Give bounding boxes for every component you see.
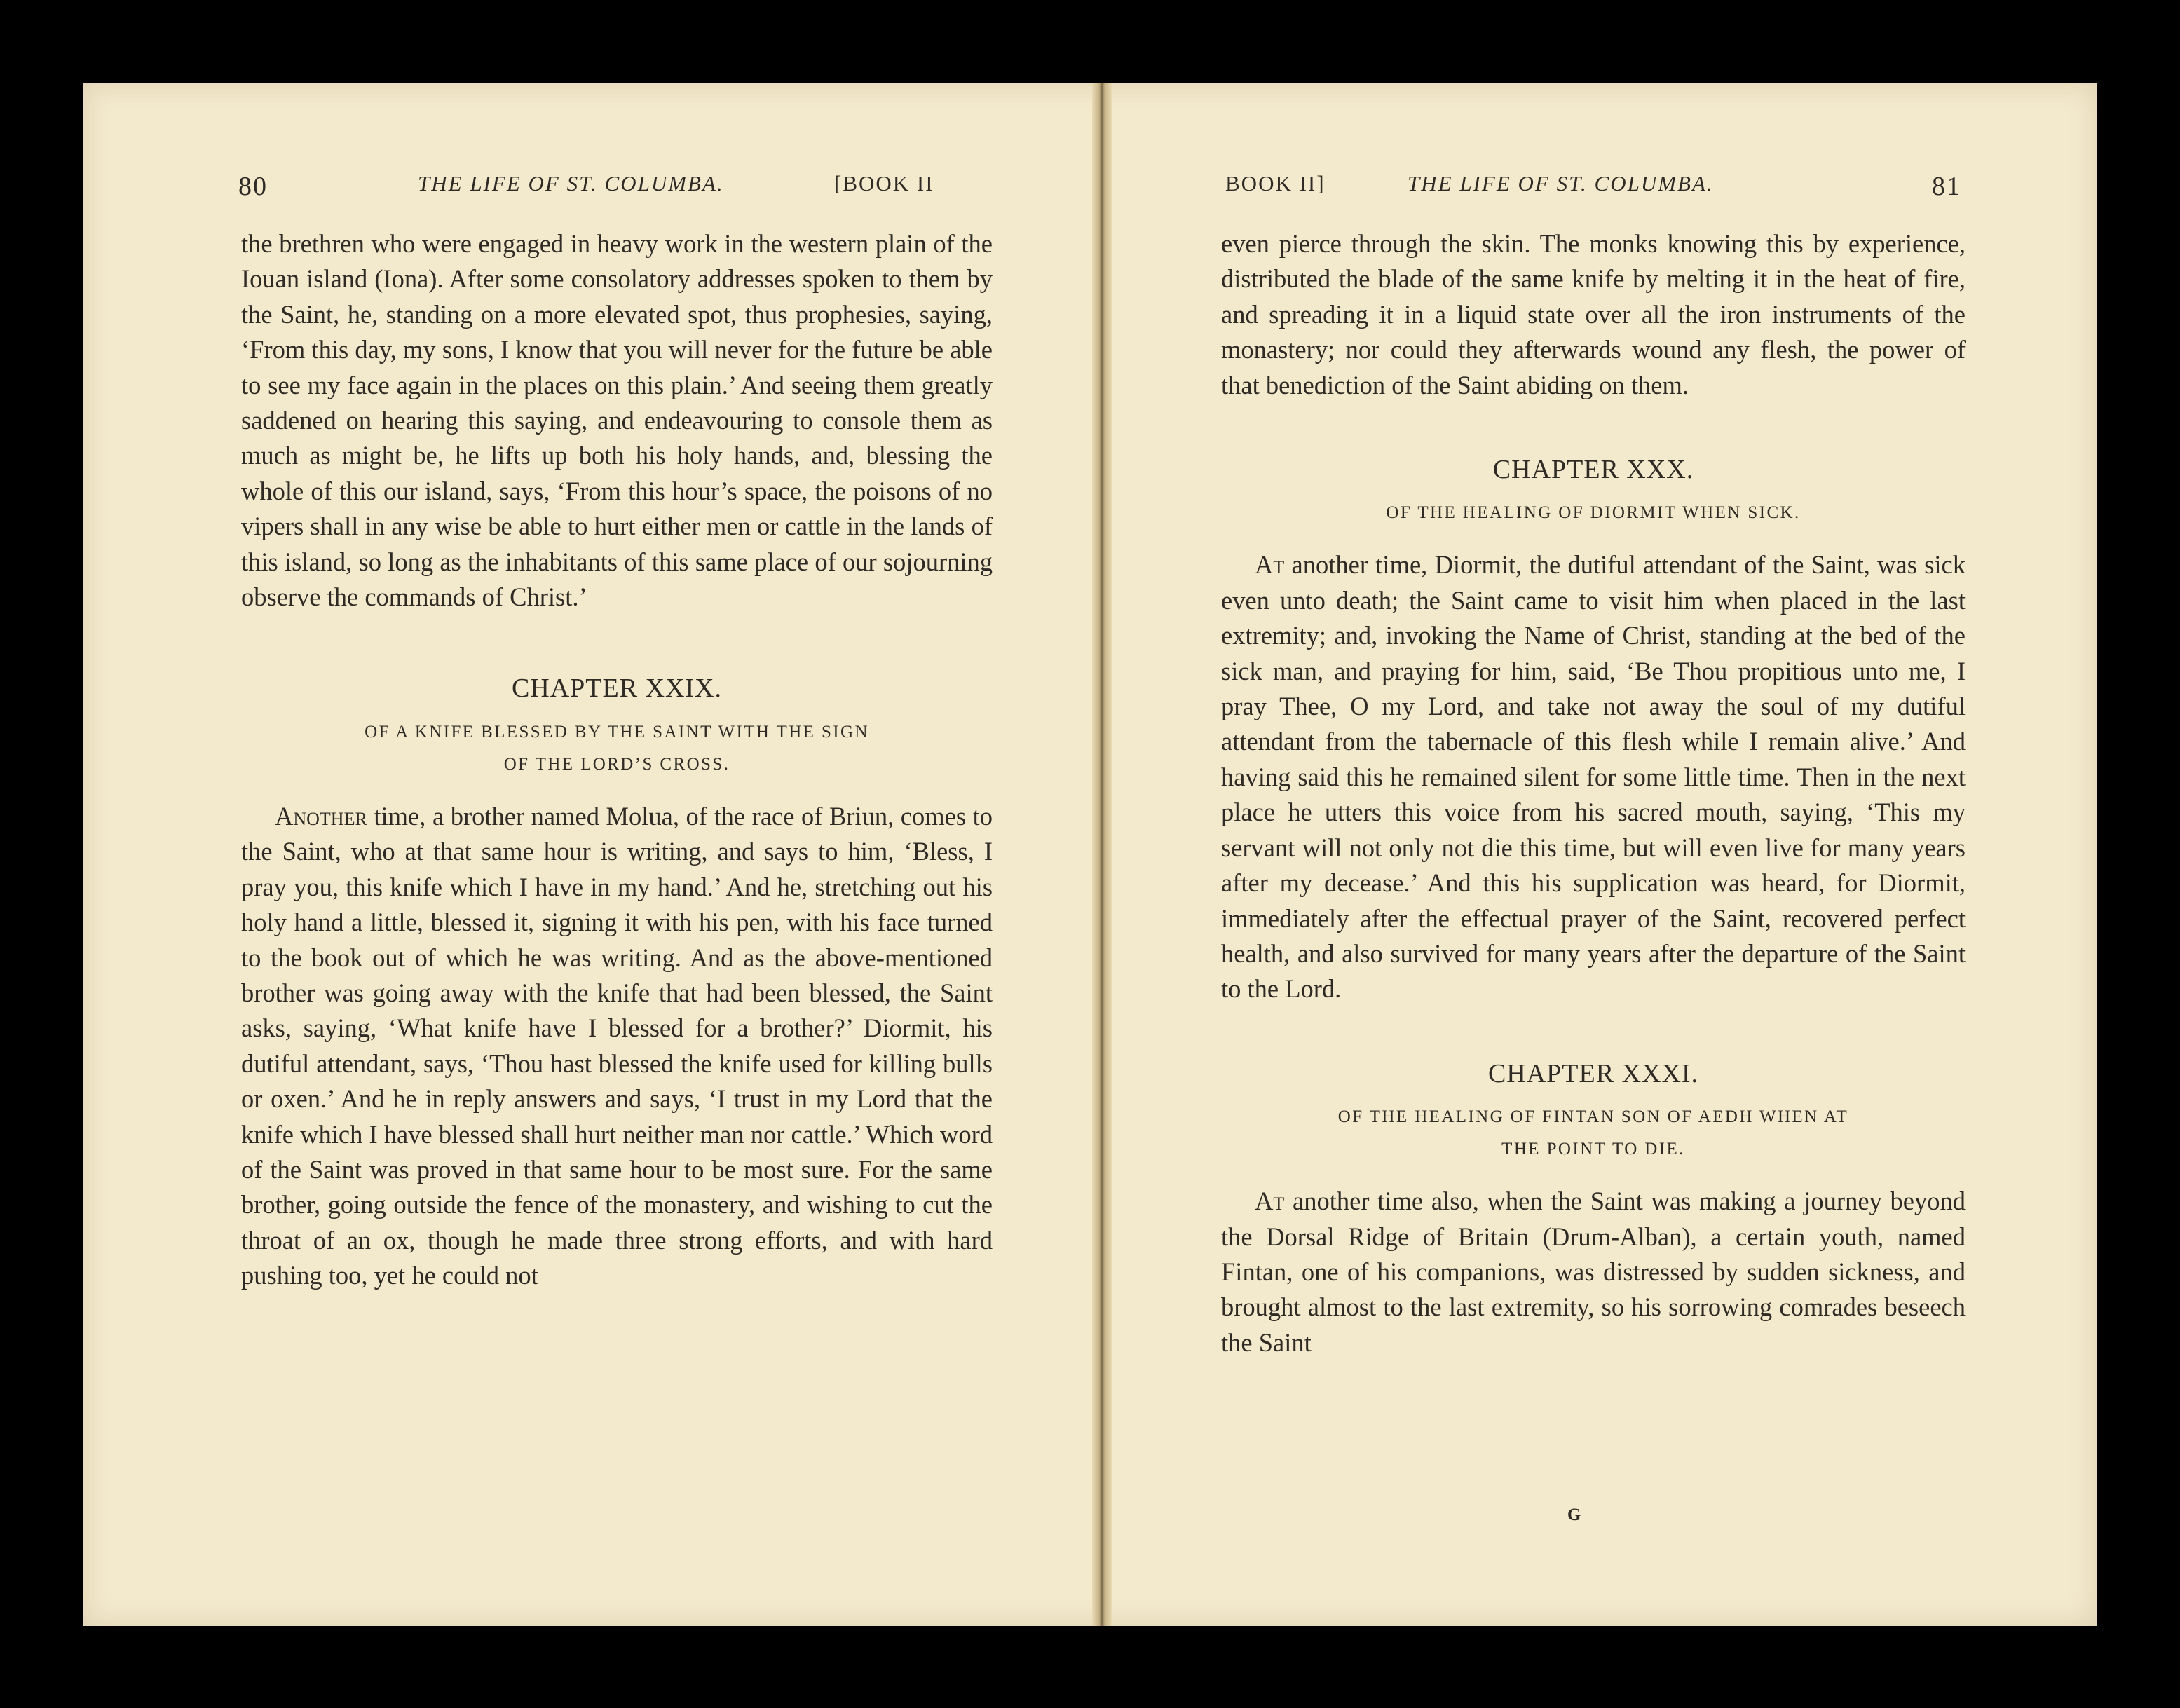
book-marker: BOOK II] xyxy=(1225,171,1326,196)
chapter-heading: CHAPTER XXXI. xyxy=(1487,1058,1699,1088)
chapter-subtitle: OF THE HEALING OF DIORMIT WHEN SICK. xyxy=(1386,503,1801,523)
opening-word: Another xyxy=(275,801,367,831)
running-title: THE LIFE OF ST. COLUMBA. xyxy=(418,171,724,196)
page-number: 81 xyxy=(1932,172,1961,201)
continued-paragraph: even pierce through the skin. The monks knowing this by experience, distributed the blade of the same knife by melting it in the heat of fire, and spreading it in a liquid state over all the iron instruments of the monastery; nor could they afterwards wound any flesh, the power of that benediction of the Saint abiding on them. xyxy=(1221,229,1966,399)
right-page xyxy=(1112,83,2097,1626)
book-marker: [BOOK II xyxy=(834,171,934,196)
chapter-paragraph: At another time also, when the Saint was making a journey beyond the Dorsal Ridge of Britain (Drum-Alban), a certain youth, named Fintan, one of his companions, was distressed by sudden sickness, and brought almost to the last extremity, so his sorrowing comrades beseech the Saint xyxy=(1221,1187,1966,1357)
continued-paragraph: the brethren who were engaged in heavy work in the western plain of the Iouan island (Iona). After some consolatory addresses spoken to them by the Saint, he, standing on a more elevated spot, thus prophesies, saying, ‘From this day, my sons, I know that you will never for the future be able to see my face again in the places on this plain.’ And seeing them greatly saddened on hearing this saying, and endeavouring to console them as much as might be, he lifts up both his holy hands, and, blessing the whole of this our island, says, ‘From this hour’s space, the poisons of no vipers shall in any wise be able to hurt either men or cattle in the lands of this island, so long as the inhabitants of this same place of our sojourning observe the commands of Christ.’ xyxy=(241,229,993,612)
right-text-block xyxy=(1221,226,1966,1360)
opening-word: At xyxy=(1255,1187,1285,1216)
chapter-paragraph: At another time, Diormit, the dutiful attendant of the Saint, was sick even unto death; the Saint came to visit him when placed in the last extremity; and, invoking the Name of Christ, standing at the bed of the sick man, and praying for him, said, ‘Be Thou propitious unto me, I pray Thee, O my Lord, and take not away the soul of my dutiful attendant from the tabernacle of this flesh while I remain alive.’ And having said this he remained silent for some little time. Then in the next place he utters this voice from his sacred mouth, saying, ‘This my servant will not only not die this time, but will even live for many years after my decease.’ And this his supplication was heard, for Diormit, immediately after the effectual prayer of the Saint, recovered perfect health, and also survived for many years after the departure of the Saint to the Lord. xyxy=(1221,550,1966,1004)
left-text-block xyxy=(241,226,993,1294)
page-number: 80 xyxy=(238,172,268,201)
book-gutter xyxy=(1092,83,1112,1626)
opening-word: At xyxy=(1255,550,1285,580)
chapter-subtitle: OF A KNIFE BLESSED BY THE SAINT WITH THE SIGN OF THE LORD’S CROSS. xyxy=(365,722,869,774)
left-page xyxy=(83,83,1092,1626)
chapter-heading: CHAPTER XXIX. xyxy=(511,674,723,704)
chapter-subtitle: OF THE HEALING OF FINTAN SON OF AEDH WHEN AT THE POINT TO DIE. xyxy=(1337,1107,1849,1159)
running-title: THE LIFE OF ST. COLUMBA. xyxy=(1408,171,1714,196)
chapter-heading: CHAPTER XXX. xyxy=(1492,455,1694,485)
signature-mark: G xyxy=(1567,1505,1583,1524)
chapter-paragraph: Another time, a brother named Molua, of the race of Briun, comes to the Saint, who at that same hour is writing, and says to him, ‘Bless, I pray you, this knife which I have in my hand.’ And he, stretching out his holy hand a little, blessed it, signing it with his pen, with his face turned to the book out of which he was writing. And as the above-mentioned brother was going away with the knife that had been blessed, the Saint asks, saying, ‘What knife have I blessed for a brother?’ Diormit, his dutiful attendant, says, ‘Thou hast blessed the knife used for killing bulls or oxen.’ And he in reply answers and says, ‘I trust in my Lord that the knife which I have blessed shall hurt neither man nor cattle.’ Which word of the Saint was proved in that same hour to be most sure. For the same brother, going outside the fence of the monastery, and wishing to cut the throat of an ox, though he made three strong efforts, and with hard pushing too, yet he could not xyxy=(241,801,993,1290)
book-spread xyxy=(83,83,2097,1626)
